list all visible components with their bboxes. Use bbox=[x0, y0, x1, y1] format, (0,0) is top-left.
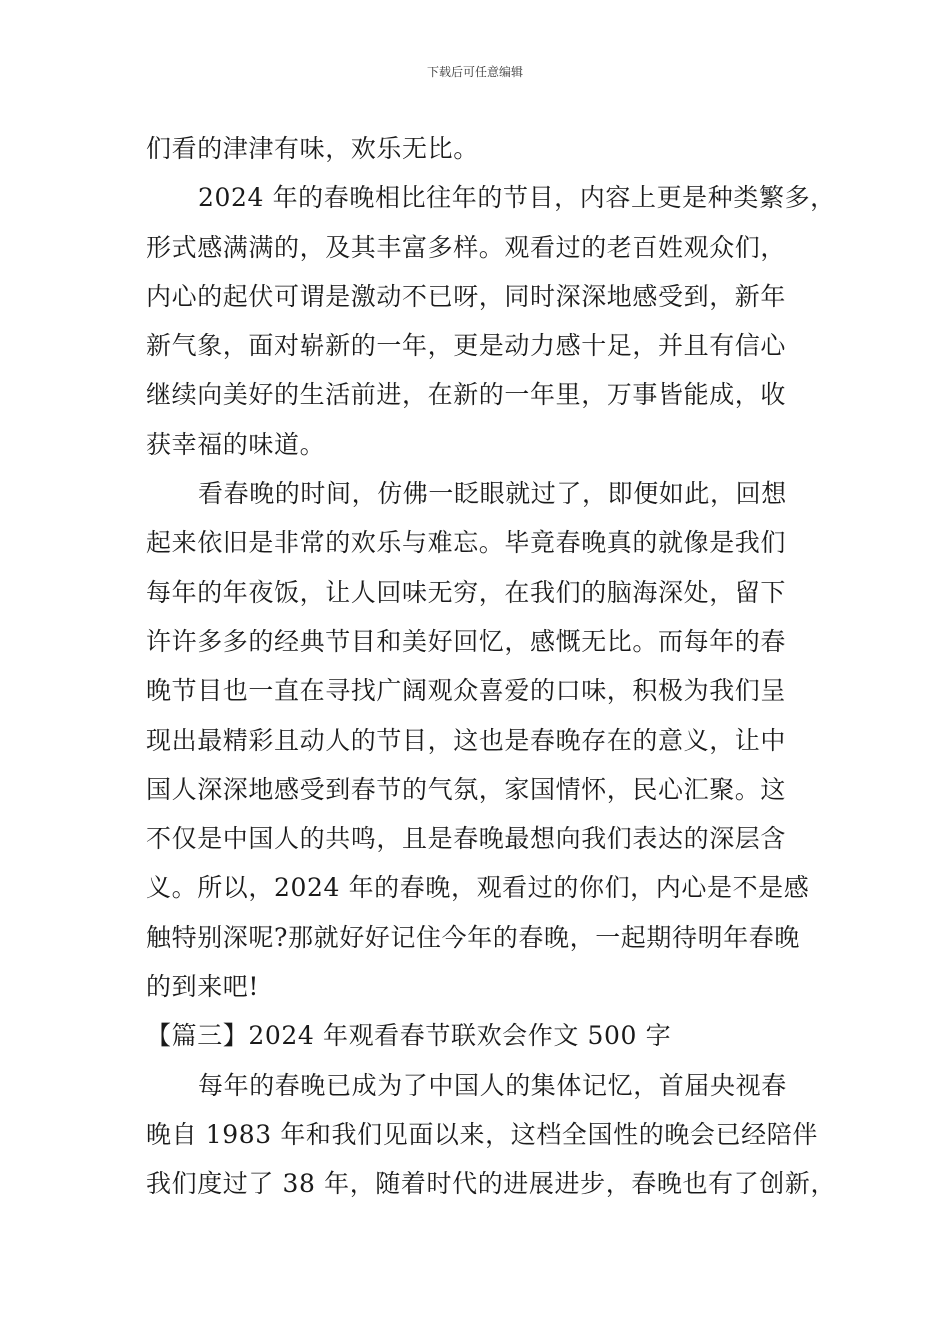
text-line: 内心的起伏可谓是激动不已呀，同时深深地感受到，新年 bbox=[146, 281, 787, 311]
text-line: 不仅是中国人的共鸣，且是春晚最想向我们表达的深层含 bbox=[146, 824, 787, 854]
text-line: 我们度过了 38 年，随着时代的进展进步，春晚也有了创新， bbox=[146, 1169, 837, 1199]
body-text bbox=[146, 124, 837, 1209]
section-heading: 【篇三】2024 年观看春节联欢会作文 500 字 bbox=[146, 1021, 672, 1051]
text-line: 的到来吧! bbox=[146, 972, 260, 1002]
text-line: 看春晚的时间，仿佛一眨眼就过了，即便如此，回想 bbox=[198, 479, 787, 509]
text-line: 每年的春晚已成为了中国人的集体记忆，首届央视春 bbox=[198, 1070, 787, 1100]
text-line: 国人深深地感受到春节的气氛，家国情怀，民心汇聚。这 bbox=[146, 774, 787, 804]
text-line: 2024 年的春晚相比往年的节目，内容上更是种类繁多， bbox=[198, 183, 836, 213]
text-line: 获幸福的味道。 bbox=[146, 429, 326, 459]
text-line: 继续向美好的生活前进，在新的一年里，万事皆能成，收 bbox=[146, 380, 787, 410]
text-line: 起来依旧是非常的欢乐与难忘。毕竟春晚真的就像是我们 bbox=[146, 528, 787, 558]
text-line: 晚自 1983 年和我们见面以来，这档全国性的晚会已经陪伴 bbox=[146, 1119, 818, 1149]
text-line: 义。所以，2024 年的春晚，观看过的你们，内心是不是感 bbox=[146, 873, 810, 903]
text-line: 每年的年夜饭，让人回味无穷，在我们的脑海深处，留下 bbox=[146, 577, 787, 607]
text-line: 们看的津津有味，欢乐无比。 bbox=[146, 134, 479, 163]
page-header: 下载后可任意编辑 bbox=[426, 65, 523, 79]
text-line: 晚节目也一直在寻找广阔观众喜爱的口味，积极为我们呈 bbox=[146, 676, 787, 706]
text-line: 现出最精彩且动人的节目，这也是春晚存在的意义，让中 bbox=[146, 725, 787, 755]
text-line: 许许多多的经典节目和美好回忆，感慨无比。而每年的春 bbox=[146, 626, 787, 656]
text-line: 触特别深呢?那就好好记住今年的春晚，一起期待明年春晚 bbox=[146, 922, 801, 952]
text-line: 形式感满满的，及其丰富多样。观看过的老百姓观众们， bbox=[146, 232, 787, 262]
text-line: 新气象，面对崭新的一年，更是动力感十足，并且有信心 bbox=[146, 331, 787, 361]
